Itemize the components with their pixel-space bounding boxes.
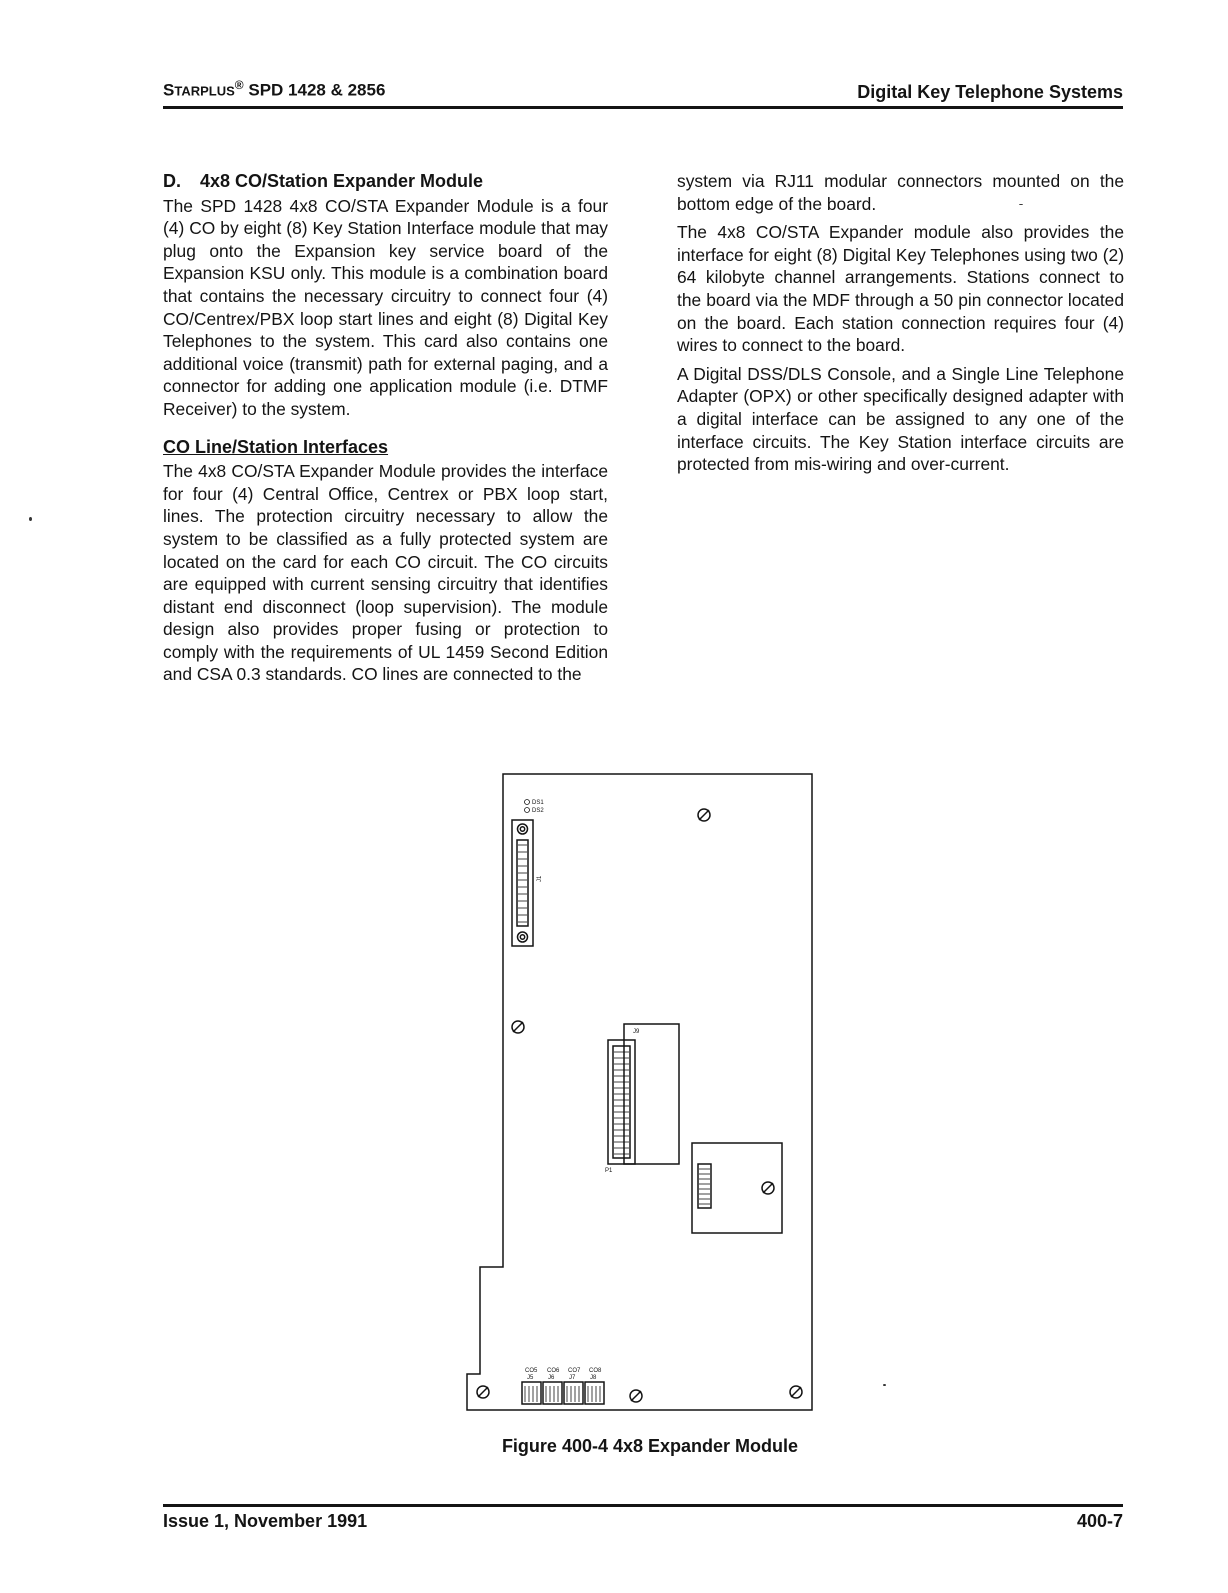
- section-title: 4x8 CO/Station Expander Module: [200, 171, 484, 191]
- mount-hole-bottom-left: [477, 1386, 489, 1398]
- mount-hole-bottom-right: [790, 1386, 802, 1398]
- label-co8: CO8: [589, 1368, 602, 1374]
- label-ds1: DS1: [532, 800, 544, 806]
- label-ds2: DS2: [532, 808, 544, 814]
- label-j6: J6: [548, 1375, 555, 1381]
- connector-j1-screw-bottom: [518, 932, 528, 942]
- figure-caption: Figure 400-4 4x8 Expander Module: [501, 1436, 799, 1456]
- connector-p1: [608, 1040, 635, 1164]
- label-j1: J1: [537, 875, 543, 882]
- led-ds1: [525, 800, 530, 805]
- label-p1: P1: [605, 1168, 613, 1174]
- section-heading: [163, 170, 608, 193]
- connector-j1: [512, 820, 533, 946]
- label-co7: CO7: [568, 1368, 581, 1374]
- label-j7: J7: [569, 1375, 576, 1381]
- label-j5: J5: [527, 1375, 534, 1381]
- led-ds2: [525, 808, 530, 813]
- label-co6: CO6: [547, 1368, 560, 1374]
- section-paragraph: The SPD 1428 4x8 CO/STA Expander Module is a four (4) CO by eight (8) Key Station Interface module that may plug onto the Expansion key service board of the Expansion KSU only. This module is a combination board that contains the necessary circuitry to connect four (4) CO/Centrex/PBX loop start lines and eight (8) Digital Key Telephones to the system. This card also contains one additional voice (transmit) path for external paging, and a connector for adding one application module (i.e. DTMF Receiver) to the system.: [163, 195, 608, 419]
- section-letter: D.: [163, 171, 181, 191]
- board-drawing: [455, 770, 815, 1416]
- brand-rest: TARPLUS: [174, 83, 235, 99]
- mount-hole-bottom-mid: [630, 1390, 642, 1402]
- mount-hole-top-right: [698, 809, 710, 821]
- right-paragraph-continued: system via RJ11 modular connectors mounted on the bottom edge of the board.: [677, 171, 1124, 214]
- scan-speck: [1019, 204, 1023, 205]
- registered-mark: ®: [234, 78, 244, 92]
- footer-issue: Issue 1, November 1991: [163, 1511, 368, 1531]
- board-outline: [467, 774, 812, 1410]
- mount-hole-left: [512, 1021, 524, 1033]
- scan-speck: [29, 517, 32, 521]
- subsection-title: CO Line/Station Interfaces: [163, 436, 389, 457]
- mount-hole-module: [762, 1182, 774, 1194]
- connector-j9-block: [624, 1024, 679, 1164]
- scan-speck: [883, 1384, 886, 1386]
- label-j8: J8: [590, 1375, 597, 1381]
- label-j9: J9: [633, 1029, 640, 1035]
- page-footer: [163, 1504, 1123, 1537]
- right-column: [677, 170, 1124, 482]
- left-column: [163, 170, 608, 692]
- connector-j1-screw-top: [518, 824, 528, 834]
- page-header: [163, 78, 1123, 109]
- brand-first: S: [163, 80, 175, 100]
- footer-page-number: 400-7: [1076, 1511, 1123, 1531]
- right-paragraph-3: A Digital DSS/DLS Console, and a Single Line Telephone Adapter (OPX) or other specifically designed adapter with a digital interface can be assigned to any one of the interface circuits. The Key Station interface circuits are protected from mis-wiring and over-current.: [677, 363, 1124, 475]
- header-title: Digital Key Telephone Systems: [857, 82, 1123, 102]
- expander-module-figure: [455, 770, 815, 1416]
- subsection-paragraph: The 4x8 CO/STA Expander Module provides the interface for four (4) Central Office, Centrex or PBX loop start, lines. The protection circuitry necessary to allow the system to be classified as a fully protected system are located on the card for each CO circuit. The CO circuits are equipped with current sensing circuitry that identifies distant end disconnect (loop supervision). The module design also provides proper fusing or protection to comply with the requirements of UL 1459 Second Edition and CSA 0.3 standards. CO lines are connected to the: [163, 461, 608, 685]
- right-paragraph-2: The 4x8 CO/STA Expander module also provides the interface for eight (8) Digital Key Telephones using two (2) 64 kilobyte channel arrangements. Stations connect to the board via the MDF through a 50 pin connector located on the board. Each station connection requires four (4) wires to connect to the board.: [677, 222, 1124, 356]
- application-module-header: [698, 1164, 711, 1208]
- header-model: SPD 1428 & 2856: [248, 80, 386, 100]
- label-co5: CO5: [525, 1368, 538, 1374]
- header-product: [163, 78, 385, 101]
